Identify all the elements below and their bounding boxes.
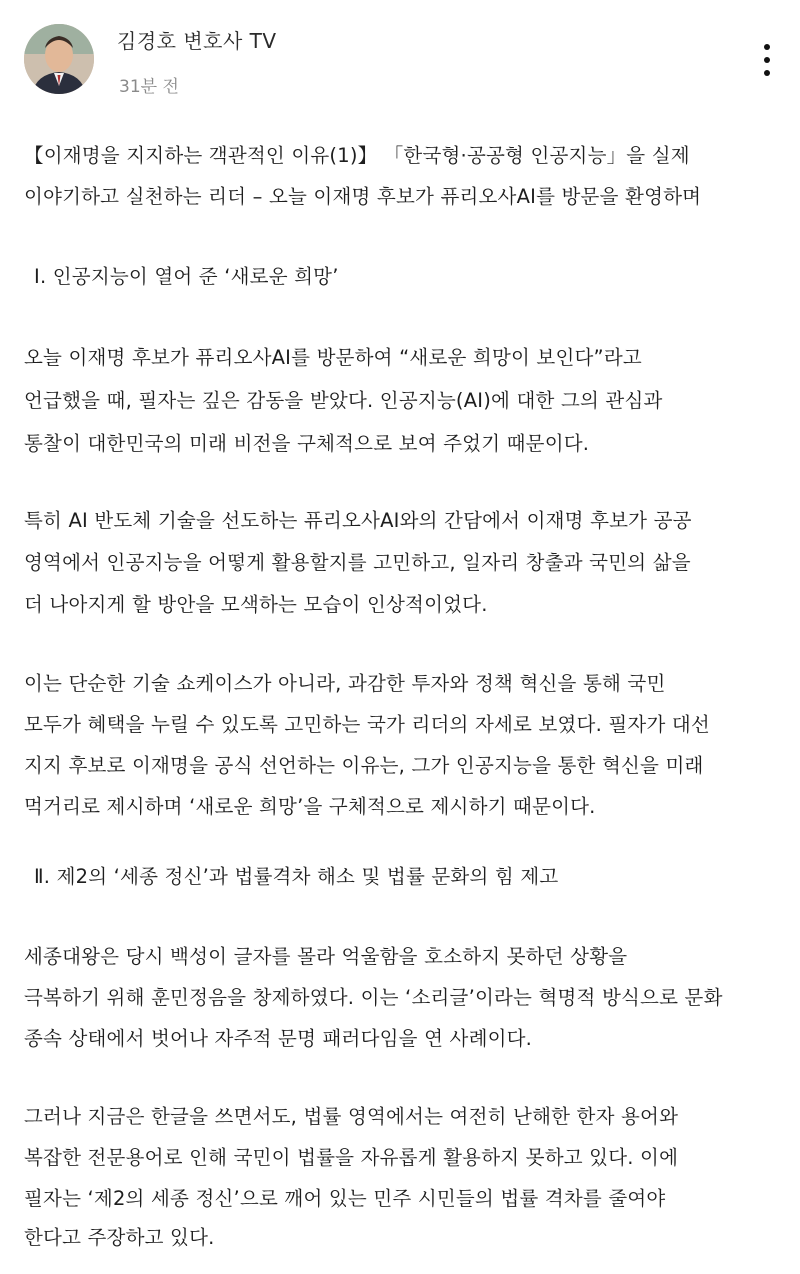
paragraph-line: 지지 후보로 이재명을 공식 선언하는 이유는, 그가 인공지능을 통한 혁신을 미래 bbox=[24, 754, 704, 777]
more-vertical-icon-dot bbox=[764, 57, 770, 63]
paragraph-line: 모두가 혜택을 누릴 수 있도록 고민하는 국가 리더의 자세로 보였다. 필자가 대선 bbox=[24, 713, 710, 736]
paragraph-line: 언급했을 때, 필자는 깊은 감동을 받았다. 인공지능(AI)에 대한 그의 관심과 bbox=[24, 389, 663, 412]
more-vertical-icon-dot bbox=[764, 70, 770, 76]
avatar[interactable] bbox=[24, 24, 94, 94]
post-header bbox=[0, 0, 800, 110]
section-heading: Ⅰ. 인공지능이 열어 준 ‘새로운 희망’ bbox=[34, 265, 339, 288]
post-title-line: 【이재명을 지지하는 객관적인 이유(1)】 「한국형·공공형 인공지능」을 실제 bbox=[24, 144, 690, 167]
paragraph-line: 먹거리로 제시하며 ‘새로운 희망’을 구체적으로 제시하기 때문이다. bbox=[24, 795, 596, 818]
author-name[interactable]: 김경호 변호사 TV bbox=[117, 29, 277, 53]
paragraph-line: 이는 단순한 기술 쇼케이스가 아니라, 과감한 투자와 정책 혁신을 통해 국민 bbox=[24, 672, 666, 695]
paragraph-line: 더 나아지게 할 방안을 모색하는 모습이 인상적이었다. bbox=[24, 593, 488, 616]
paragraph-line: 극복하기 위해 훈민정음을 창제하였다. 이는 ‘소리글’이라는 혁명적 방식으로 문화 bbox=[24, 986, 723, 1009]
paragraph-line: 통찰이 대한민국의 미래 비전을 구체적으로 보여 주었기 때문이다. bbox=[24, 432, 590, 455]
paragraph-line: 종속 상태에서 벗어나 자주적 문명 패러다임을 연 사례이다. bbox=[24, 1027, 533, 1050]
paragraph-line: 특히 AI 반도체 기술을 선도하는 퓨리오사AI와의 간담에서 이재명 후보가 공공 bbox=[24, 509, 692, 532]
paragraph-line: 세종대왕은 당시 백성이 글자를 몰라 억울함을 호소하지 못하던 상황을 bbox=[24, 945, 628, 968]
post-title-line: 이야기하고 실천하는 리더 – 오늘 이재명 후보가 퓨리오사AI를 방문을 환영하며 bbox=[24, 185, 702, 208]
more-options-button[interactable] bbox=[752, 40, 782, 80]
paragraph-line: 그러나 지금은 한글을 쓰면서도, 법률 영역에서는 여전히 난해한 한자 용어와 bbox=[24, 1105, 679, 1128]
more-vertical-icon bbox=[764, 44, 770, 50]
paragraph-line: 필자는 ‘제2의 세종 정신’으로 깨어 있는 민주 시민들의 법률 격차를 줄여야 bbox=[24, 1187, 666, 1210]
paragraph-line: 복잡한 전문용어로 인해 국민이 법률을 자유롭게 활용하지 못하고 있다. 이에 bbox=[24, 1146, 679, 1169]
profile-photo-icon bbox=[24, 24, 94, 94]
post-timestamp: 31분 전 bbox=[119, 77, 179, 97]
paragraph-line: 오늘 이재명 후보가 퓨리오사AI를 방문하여 “새로운 희망이 보인다”라고 bbox=[24, 346, 642, 369]
paragraph-line: 한다고 주장하고 있다. bbox=[24, 1226, 215, 1249]
section-heading: Ⅱ. 제2의 ‘세종 정신’과 법률격차 해소 및 법률 문화의 힘 제고 bbox=[34, 865, 559, 888]
paragraph-line: 영역에서 인공지능을 어떻게 활용할지를 고민하고, 일자리 창출과 국민의 삶을 bbox=[24, 551, 691, 574]
